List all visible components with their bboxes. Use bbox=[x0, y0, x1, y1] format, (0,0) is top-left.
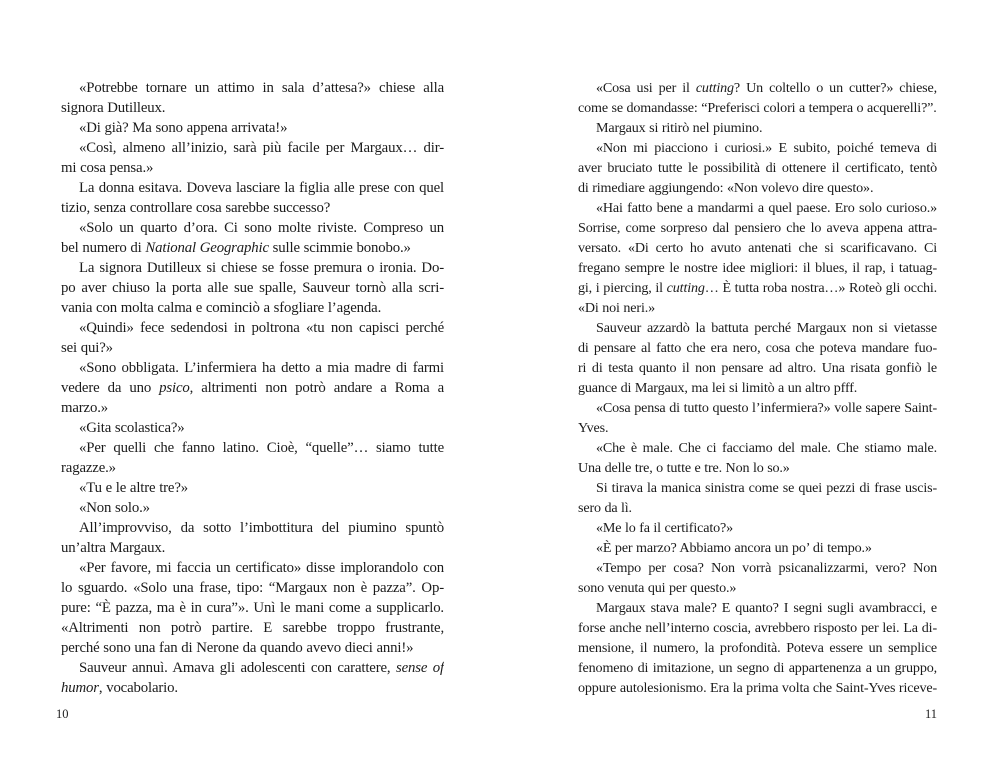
text-segment: Sauveur annuì. Amava gli adolescenti con carattere, bbox=[79, 660, 396, 676]
text-line bbox=[578, 318, 937, 338]
text-segment: ri di testa quanto il non pensare ad altro. Una risata gonfiò le bbox=[578, 360, 937, 376]
text-line bbox=[578, 638, 937, 658]
text-line bbox=[578, 658, 937, 678]
text-line bbox=[61, 658, 444, 678]
text-line bbox=[61, 598, 444, 618]
text-segment: perché sono una fan di Nerone da quando avevo dieci anni!» bbox=[61, 640, 414, 656]
text-line bbox=[61, 618, 444, 638]
page-number-left: 10 bbox=[56, 707, 69, 721]
text-line bbox=[61, 198, 444, 218]
text-line bbox=[578, 178, 937, 198]
text-line bbox=[61, 178, 444, 198]
text-line bbox=[578, 238, 937, 258]
text-line bbox=[61, 218, 444, 238]
text-segment: «Non solo.» bbox=[79, 500, 150, 516]
italic-text: cutting bbox=[695, 80, 734, 96]
text-line bbox=[578, 358, 937, 378]
text-segment: fregano sempre le nostre idee migliori: il blues, il rap, i tatuag- bbox=[578, 260, 937, 276]
text-line bbox=[578, 278, 937, 298]
right-page-text bbox=[578, 78, 937, 698]
text-segment: vania con molta calma e cominciò a sfogliare l’agenda. bbox=[61, 300, 382, 316]
text-segment: tizio, senza controllare cosa sarebbe successo? bbox=[61, 200, 331, 216]
text-line bbox=[61, 138, 444, 158]
text-line bbox=[61, 498, 444, 518]
text-segment: ragazze.» bbox=[61, 460, 116, 476]
text-segment: Sauveur azzardò la battuta perché Margaux non si vietasse bbox=[596, 320, 937, 336]
text-segment: di rimediare aggiungendo: «Non volevo dire questo». bbox=[578, 180, 874, 196]
text-line bbox=[61, 558, 444, 578]
text-segment: «Tempo per cosa? Non vorrà psicanalizzarmi, vero? Non bbox=[596, 560, 937, 576]
text-line bbox=[578, 498, 937, 518]
text-segment: «Così, almeno all’inizio, sarà più facile per Margaux… dir- bbox=[79, 140, 444, 156]
text-line bbox=[578, 438, 937, 458]
text-line bbox=[578, 558, 937, 578]
text-line bbox=[61, 118, 444, 138]
text-line bbox=[578, 618, 937, 638]
text-segment: mensione, il numero, la profondità. Poteva essere un semplice bbox=[578, 640, 937, 656]
text-segment: «Hai fatto bene a mandarmi a quel paese. Ero solo curioso.» bbox=[596, 200, 937, 216]
text-line bbox=[578, 478, 937, 498]
text-line bbox=[578, 298, 937, 318]
text-line bbox=[61, 678, 444, 698]
text-segment: «Che è male. Che ci facciamo del male. Che stiamo male. bbox=[596, 440, 937, 456]
italic-text: psico bbox=[159, 380, 190, 396]
text-line bbox=[61, 398, 444, 418]
text-segment: Margaux si ritirò nel piumino. bbox=[596, 120, 763, 136]
text-segment: «Di già? Ma sono appena arrivata!» bbox=[79, 120, 288, 136]
left-page-text bbox=[61, 78, 444, 698]
text-line bbox=[578, 118, 937, 138]
text-segment: sono venuta qui per questo.» bbox=[578, 580, 737, 596]
text-line bbox=[61, 358, 444, 378]
text-line bbox=[578, 398, 937, 418]
text-segment: All’improvviso, da sotto l’imbottitura del piumino spuntò bbox=[79, 520, 444, 536]
text-line bbox=[61, 538, 444, 558]
italic-text: humor bbox=[61, 680, 99, 696]
text-line bbox=[61, 338, 444, 358]
text-segment: , vocabolario. bbox=[98, 680, 178, 696]
text-line bbox=[578, 678, 937, 698]
text-segment: «Potrebbe tornare un attimo in sala d’attesa?» chiese alla bbox=[79, 80, 444, 96]
text-segment: «Solo un quarto d’ora. Ci sono molte riviste. Compreso un bbox=[79, 220, 444, 236]
text-line bbox=[578, 218, 937, 238]
text-line bbox=[578, 158, 937, 178]
text-line bbox=[61, 418, 444, 438]
text-segment: Yves. bbox=[578, 420, 609, 436]
text-segment: versato. «Di certo ho avuto antenati che si scarificavano. Ci bbox=[578, 240, 937, 256]
text-segment: come se domandasse: “Preferisci colori a tempera o acquerelli?”. bbox=[578, 100, 937, 116]
text-segment: La signora Dutilleux si chiese se fosse premura o ironia. Do- bbox=[79, 260, 444, 276]
text-segment: ? Un coltello o un cutter?» chiese, bbox=[733, 80, 937, 96]
text-line bbox=[578, 418, 937, 438]
page-number-right: 11 bbox=[924, 707, 937, 721]
text-line bbox=[61, 438, 444, 458]
text-segment: mi cosa pensa.» bbox=[61, 160, 154, 176]
text-segment: vedere da uno bbox=[61, 380, 160, 396]
text-segment: «Quindi» fece sedendosi in poltrona «tu non capisci perché bbox=[79, 320, 444, 336]
text-line bbox=[61, 98, 444, 118]
text-line bbox=[61, 638, 444, 658]
text-segment: , altrimenti non potrò andare a Roma a bbox=[189, 380, 444, 396]
italic-text: cutting bbox=[666, 280, 705, 296]
text-segment: … È tutta roba nostra…» Roteò gli occhi. bbox=[704, 280, 937, 296]
text-segment: Sorrise, come sorpreso dal pensiero che lo aveva appena attra- bbox=[578, 220, 937, 236]
text-segment: gi, i piercing, il bbox=[578, 280, 667, 296]
text-line bbox=[61, 518, 444, 538]
text-line bbox=[61, 458, 444, 478]
text-segment: «Me lo fa il certificato?» bbox=[596, 520, 733, 536]
text-segment: forse anche nell’interno coscia, avrebbero risposto per lei. La di- bbox=[578, 620, 937, 636]
text-segment: «È per marzo? Abbiamo ancora un po’ di tempo.» bbox=[596, 540, 872, 556]
text-line bbox=[578, 518, 937, 538]
text-segment: Si tirava la manica sinistra come se quei pezzi di frase uscis- bbox=[596, 480, 937, 496]
text-line bbox=[61, 158, 444, 178]
text-segment: «Di noi neri.» bbox=[578, 300, 655, 316]
text-line bbox=[578, 258, 937, 278]
text-line bbox=[578, 198, 937, 218]
italic-text: sense of bbox=[395, 660, 444, 676]
text-segment: marzo.» bbox=[61, 400, 109, 416]
text-segment: sei qui?» bbox=[61, 340, 113, 356]
text-segment: sulle scimmie bonobo.» bbox=[268, 240, 411, 256]
text-segment: guance di Margaux, ma lei si limitò a un altro pfff. bbox=[578, 380, 858, 396]
text-segment: «Tu e le altre tre?» bbox=[79, 480, 189, 496]
text-line bbox=[61, 298, 444, 318]
text-line bbox=[61, 258, 444, 278]
text-line bbox=[578, 378, 937, 398]
text-segment: oppure autolesionismo. Era la prima volta che Saint-Yves riceve- bbox=[578, 680, 937, 696]
text-line bbox=[61, 238, 444, 258]
text-segment: «Cosa usi per il bbox=[596, 80, 696, 96]
text-segment: aver bruciato tutte le possibilità di ottenere il certificato, tentò bbox=[578, 160, 937, 176]
text-segment: sero da lì. bbox=[578, 500, 632, 516]
text-segment: La donna esitava. Doveva lasciare la figlia alle prese con quel bbox=[79, 180, 444, 196]
italic-text: National Geographic bbox=[145, 240, 269, 256]
text-segment: «Non mi piacciono i curiosi.» E subito, poiché temeva di bbox=[596, 140, 937, 156]
text-line bbox=[578, 78, 937, 98]
text-segment: «Cosa pensa di tutto questo l’infermiera?» volle sapere Saint- bbox=[596, 400, 937, 416]
text-line bbox=[578, 538, 937, 558]
text-segment: Una delle tre, o tutte e tre. Non lo so.» bbox=[578, 460, 790, 476]
text-segment: fenomeno di imitazione, un segno di appartenenza a un gruppo, bbox=[578, 660, 937, 676]
text-line bbox=[578, 598, 937, 618]
text-line bbox=[61, 318, 444, 338]
text-segment: Margaux stava male? E quanto? I segni sugli avambracci, e bbox=[596, 600, 937, 616]
text-segment: «Per quelli che fanno latino. Cioè, “quelle”… siamo tutte bbox=[79, 440, 444, 456]
text-line bbox=[578, 138, 937, 158]
text-segment: pure: “È pazza, ma è in cura”». Unì le mani come a supplicarlo. bbox=[61, 600, 444, 616]
text-segment: bel numero di bbox=[61, 240, 146, 256]
text-segment: po aver chiuso la porta alle sue spalle, Sauveur tornò alla scri- bbox=[61, 280, 444, 296]
text-line bbox=[61, 378, 444, 398]
text-segment: «Gita scolastica?» bbox=[79, 420, 185, 436]
text-line bbox=[578, 98, 937, 118]
text-segment: lo sguardo. «Solo una frase, tipo: “Margaux non è pazza”. Op- bbox=[61, 580, 444, 596]
text-line bbox=[578, 458, 937, 478]
text-line bbox=[61, 578, 444, 598]
text-segment: signora Dutilleux. bbox=[61, 100, 166, 116]
text-segment: «Altrimenti non potrò partire. E sarebbe troppo frustrante, bbox=[61, 620, 444, 636]
text-line bbox=[61, 78, 444, 98]
text-line bbox=[578, 578, 937, 598]
text-segment: di pensare al fatto che era nero, cosa che poteva mandare fuo- bbox=[578, 340, 937, 356]
text-segment: «Sono obbligata. L’infermiera ha detto a mia madre di farmi bbox=[79, 360, 444, 376]
text-line bbox=[61, 278, 444, 298]
text-line bbox=[578, 338, 937, 358]
text-line bbox=[61, 478, 444, 498]
text-segment: un’altra Margaux. bbox=[61, 540, 166, 556]
text-segment: «Per favore, mi faccia un certificato» disse implorandolo con bbox=[79, 560, 444, 576]
